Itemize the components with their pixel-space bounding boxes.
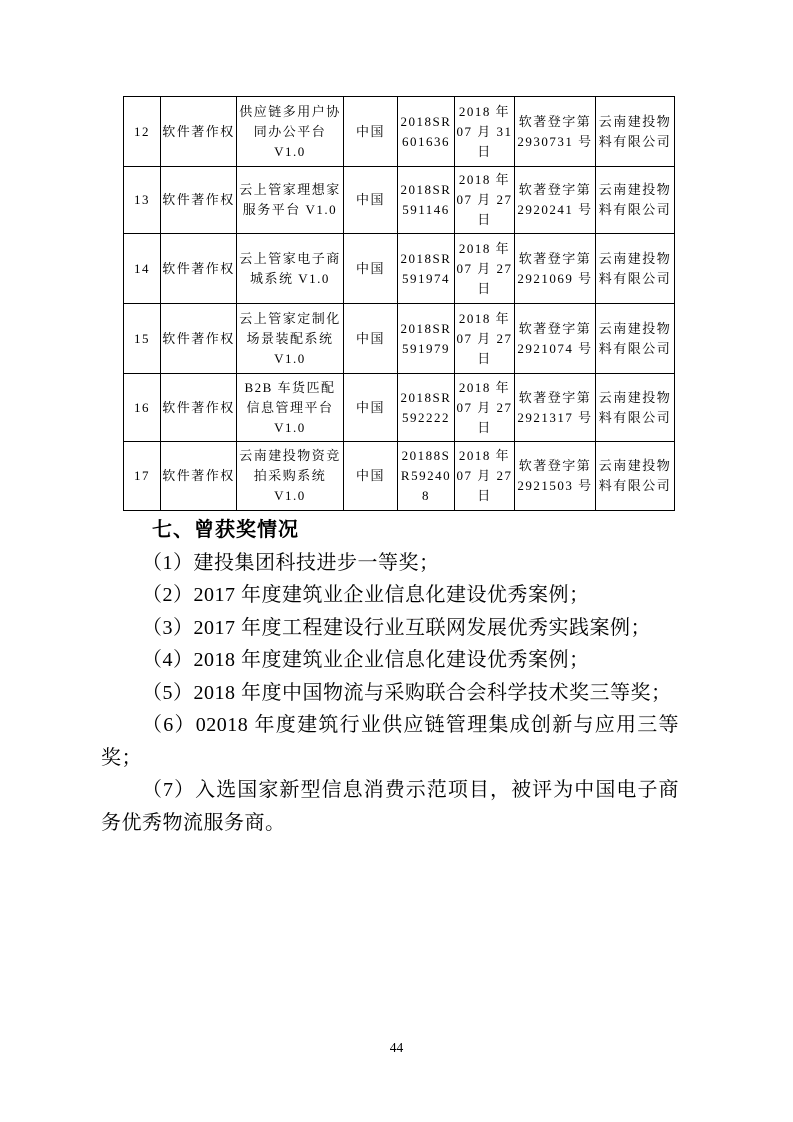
country-cell: 中国 (344, 442, 398, 511)
section-heading: 七、曾获奖情况 (152, 519, 299, 541)
award-item: （1）建投集团科技进步一等奖； (142, 551, 440, 574)
owner-cell: 云南建投物料有限公司 (596, 167, 675, 234)
serial-cell: 13 (124, 167, 161, 234)
name-cell: 云上管家电子商城系统 V1.0 (237, 234, 344, 304)
cert-no-cell: 软著登字第 2921069 号 (515, 234, 596, 304)
name-cell: 云上管家理想家服务平台 V1.0 (237, 167, 344, 234)
type-cell: 软件著作权 (161, 304, 237, 374)
name-cell: 云上管家定制化场景装配系统 V1.0 (237, 304, 344, 374)
awards-section (101, 514, 679, 839)
reg-no-cell: 2018SR592222 (398, 374, 455, 442)
owner-cell: 云南建投物料有限公司 (596, 97, 675, 167)
country-cell: 中国 (344, 97, 398, 167)
software-copyright-table (123, 96, 675, 511)
reg-no-cell: 2018SR591974 (398, 234, 455, 304)
table-row (124, 167, 675, 234)
date-cell: 2018 年 07 月 31 日 (455, 97, 515, 167)
owner-cell: 云南建投物料有限公司 (596, 374, 675, 442)
cert-no-cell: 软著登字第 2921317 号 (515, 374, 596, 442)
table-row (124, 442, 675, 511)
reg-no-cell: 20188SR592408 (398, 442, 455, 511)
owner-cell: 云南建投物料有限公司 (596, 442, 675, 511)
serial-cell: 16 (124, 374, 161, 442)
type-cell: 软件著作权 (161, 167, 237, 234)
award-item: （6）02018 年度建筑行业供应链管理集成创新与应用三等奖； (101, 714, 679, 769)
award-item: （7）入选国家新型信息消费示范项目，被评为中国电子商务优秀物流服务商。 (101, 779, 679, 834)
serial-cell: 15 (124, 304, 161, 374)
serial-cell: 12 (124, 97, 161, 167)
award-item: （4）2018 年度建筑业企业信息化建设优秀案例； (142, 649, 590, 671)
country-cell: 中国 (344, 304, 398, 374)
country-cell: 中国 (344, 234, 398, 304)
date-cell: 2018 年 07 月 27 日 (455, 304, 515, 374)
type-cell: 软件著作权 (161, 374, 237, 442)
award-item: （5）2018 年度中国物流与采购联合会科学技术奖三等奖； (142, 681, 672, 704)
cert-no-cell: 软著登字第 2921503 号 (515, 442, 596, 511)
owner-cell: 云南建投物料有限公司 (596, 234, 675, 304)
cert-no-cell: 软著登字第 2921074 号 (515, 304, 596, 374)
reg-no-cell: 2018SR601636 (398, 97, 455, 167)
name-cell: 供应链多用户协同办公平台 V1.0 (237, 97, 344, 167)
reg-no-cell: 2018SR591146 (398, 167, 455, 234)
serial-cell: 14 (124, 234, 161, 304)
date-cell: 2018 年 07 月 27 日 (455, 374, 515, 442)
cert-no-cell: 软著登字第 2930731 号 (515, 97, 596, 167)
type-cell: 软件著作权 (161, 442, 237, 511)
date-cell: 2018 年 07 月 27 日 (455, 167, 515, 234)
name-cell: 云南建投物资竞拍采购系统 V1.0 (237, 442, 344, 511)
owner-cell: 云南建投物料有限公司 (596, 304, 675, 374)
table-row (124, 234, 675, 304)
cert-no-cell: 软著登字第 2920241 号 (515, 167, 596, 234)
table-row (124, 97, 675, 167)
reg-no-cell: 2018SR591979 (398, 304, 455, 374)
country-cell: 中国 (344, 167, 398, 234)
award-item: （3）2017 年度工程建设行业互联网发展优秀实践案例； (142, 616, 651, 639)
date-cell: 2018 年 07 月 27 日 (455, 234, 515, 304)
type-cell: 软件著作权 (161, 97, 237, 167)
serial-cell: 17 (124, 442, 161, 511)
table-row (124, 304, 675, 374)
country-cell: 中国 (344, 374, 398, 442)
table-row (124, 374, 675, 442)
award-item: （2）2017 年度建筑业企业信息化建设优秀案例； (142, 584, 590, 606)
name-cell: B2B 车货匹配信息管理平台 V1.0 (237, 374, 344, 442)
page-number: 44 (389, 1040, 404, 1055)
date-cell: 2018 年 07 月 27 日 (455, 442, 515, 511)
type-cell: 软件著作权 (161, 234, 237, 304)
